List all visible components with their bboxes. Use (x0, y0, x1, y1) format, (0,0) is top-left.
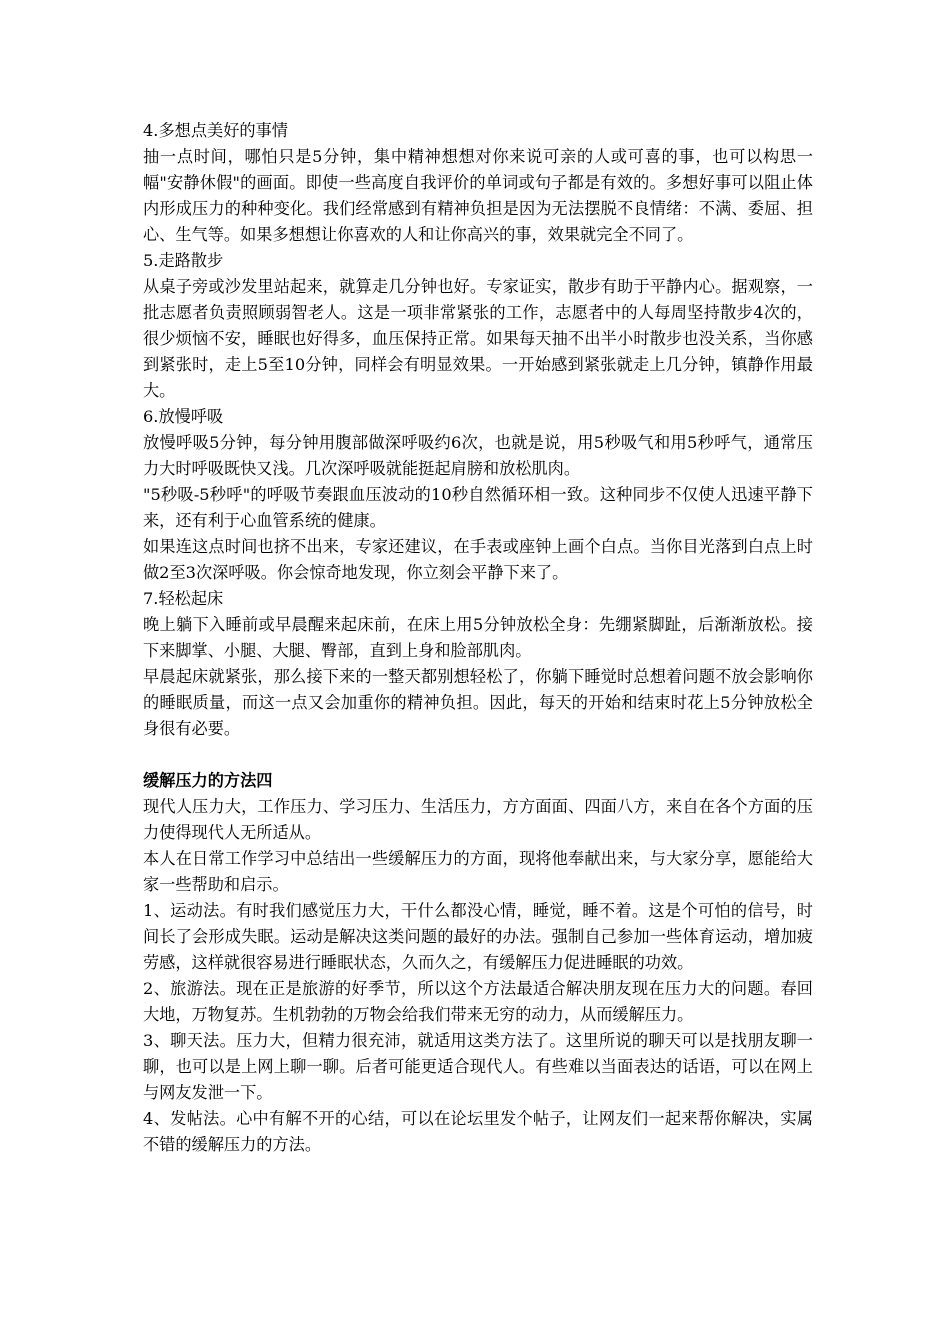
method-chat: 3、聊天法。压力大，但精力很充沛，就适用这类方法了。这里所说的聊天可以是找朋友聊一聊，也可以是上网上聊一聊。后者可能更适合现代人。有些难以当面表达的话语，可以在网上与网友发泄一下。 (143, 1031, 813, 1102)
document-page (143, 118, 813, 1158)
section-spacer (143, 742, 813, 768)
item-6-paragraph-3: 如果连这点时间也挤不出来，专家还建议，在手表或座钟上画个白点。当你目光落到白点上时做2至3次深呼吸。你会惊奇地发现，你立刻会平静下来了。 (143, 537, 813, 582)
item-5-heading: 5.走路散步 (143, 251, 224, 270)
item-7-heading: 7.轻松起床 (143, 589, 224, 608)
item-7-paragraph-2: 早晨起床就紧张，那么接下来的一整天都别想轻松了，你躺下睡觉时总想着问题不放会影响你的睡眠质量，而这一点又会加重你的精神负担。因此，每天的开始和结束时花上5分钟放松全身很有必要。 (143, 667, 813, 738)
item-6-paragraph-2: "5秒吸-5秒呼"的呼吸节奏跟血压波动的10秒自然循环相一致。这种同步不仅使人迅速平静下来，还有利于心血管系统的健康。 (143, 485, 813, 530)
method-post: 4、发帖法。心中有解不开的心结，可以在论坛里发个帖子，让网友们一起来帮你解决，实属不错的缓解压力的方法。 (143, 1109, 813, 1154)
item-7-paragraph-1: 晚上躺下入睡前或早晨醒来起床前，在床上用5分钟放松全身：先绷紧脚趾，后渐渐放松。接下来脚掌、小腿、大腿、臀部，直到上身和脸部肌肉。 (143, 615, 813, 660)
item-4-paragraph: 抽一点时间，哪怕只是5分钟，集中精神想想对你来说可亲的人或可喜的事，也可以构思一幅"安静休假"的画面。即使一些高度自我评价的单词或句子都是有效的。多想好事可以阻止体内形成压力的种种变化。我们经常感到有精神负担是因为无法摆脱不良情绪：不满、委屈、担心、生气等。如果多想想让你喜欢的人和让你高兴的事，效果就完全不同了。 (143, 147, 813, 244)
item-6-heading: 6.放慢呼吸 (143, 407, 224, 426)
intro-paragraph-2: 本人在日常工作学习中总结出一些缓解压力的方面，现将他奉献出来，与大家分享，愿能给大家一些帮助和启示。 (143, 849, 813, 894)
method-travel: 2、旅游法。现在正是旅游的好季节，所以这个方法最适合解决朋友现在压力大的问题。春回大地，万物复苏。生机勃勃的万物会给我们带来无穷的动力，从而缓解压力。 (143, 979, 813, 1024)
method-exercise: 1、运动法。有时我们感觉压力大，干什么都没心情，睡觉，睡不着。这是个可怕的信号，时间长了会形成失眠。运动是解决这类问题的最好的办法。强制自己参加一些体育运动，增加疲劳感，这样就很容易进行睡眠状态，久而久之，有缓解压力促进睡眠的功效。 (143, 901, 813, 972)
item-5-paragraph: 从桌子旁或沙发里站起来，就算走几分钟也好。专家证实，散步有助于平静内心。据观察，一批志愿者负责照顾弱智老人。这是一项非常紧张的工作，志愿者中的人每周坚持散步4次的，很少烦恼不安，睡眠也好得多，血压保持正常。如果每天抽不出半小时散步也没关系，当你感到紧张时，走上5至10分钟，同样会有明显效果。一开始感到紧张就走上几分钟，镇静作用最大。 (143, 277, 813, 400)
item-6-paragraph-1: 放慢呼吸5分钟，每分钟用腹部做深呼吸约6次，也就是说，用5秒吸气和用5秒呼气，通常压力大时呼吸既快又浅。几次深呼吸就能挺起肩膀和放松肌肉。 (143, 433, 813, 478)
intro-paragraph-1: 现代人压力大，工作压力、学习压力、生活压力，方方面面、四面八方，来自在各个方面的压力使得现代人无所适从。 (143, 797, 813, 842)
item-4-heading: 4.多想点美好的事情 (143, 121, 288, 140)
section-title: 缓解压力的方法四 (143, 771, 273, 790)
